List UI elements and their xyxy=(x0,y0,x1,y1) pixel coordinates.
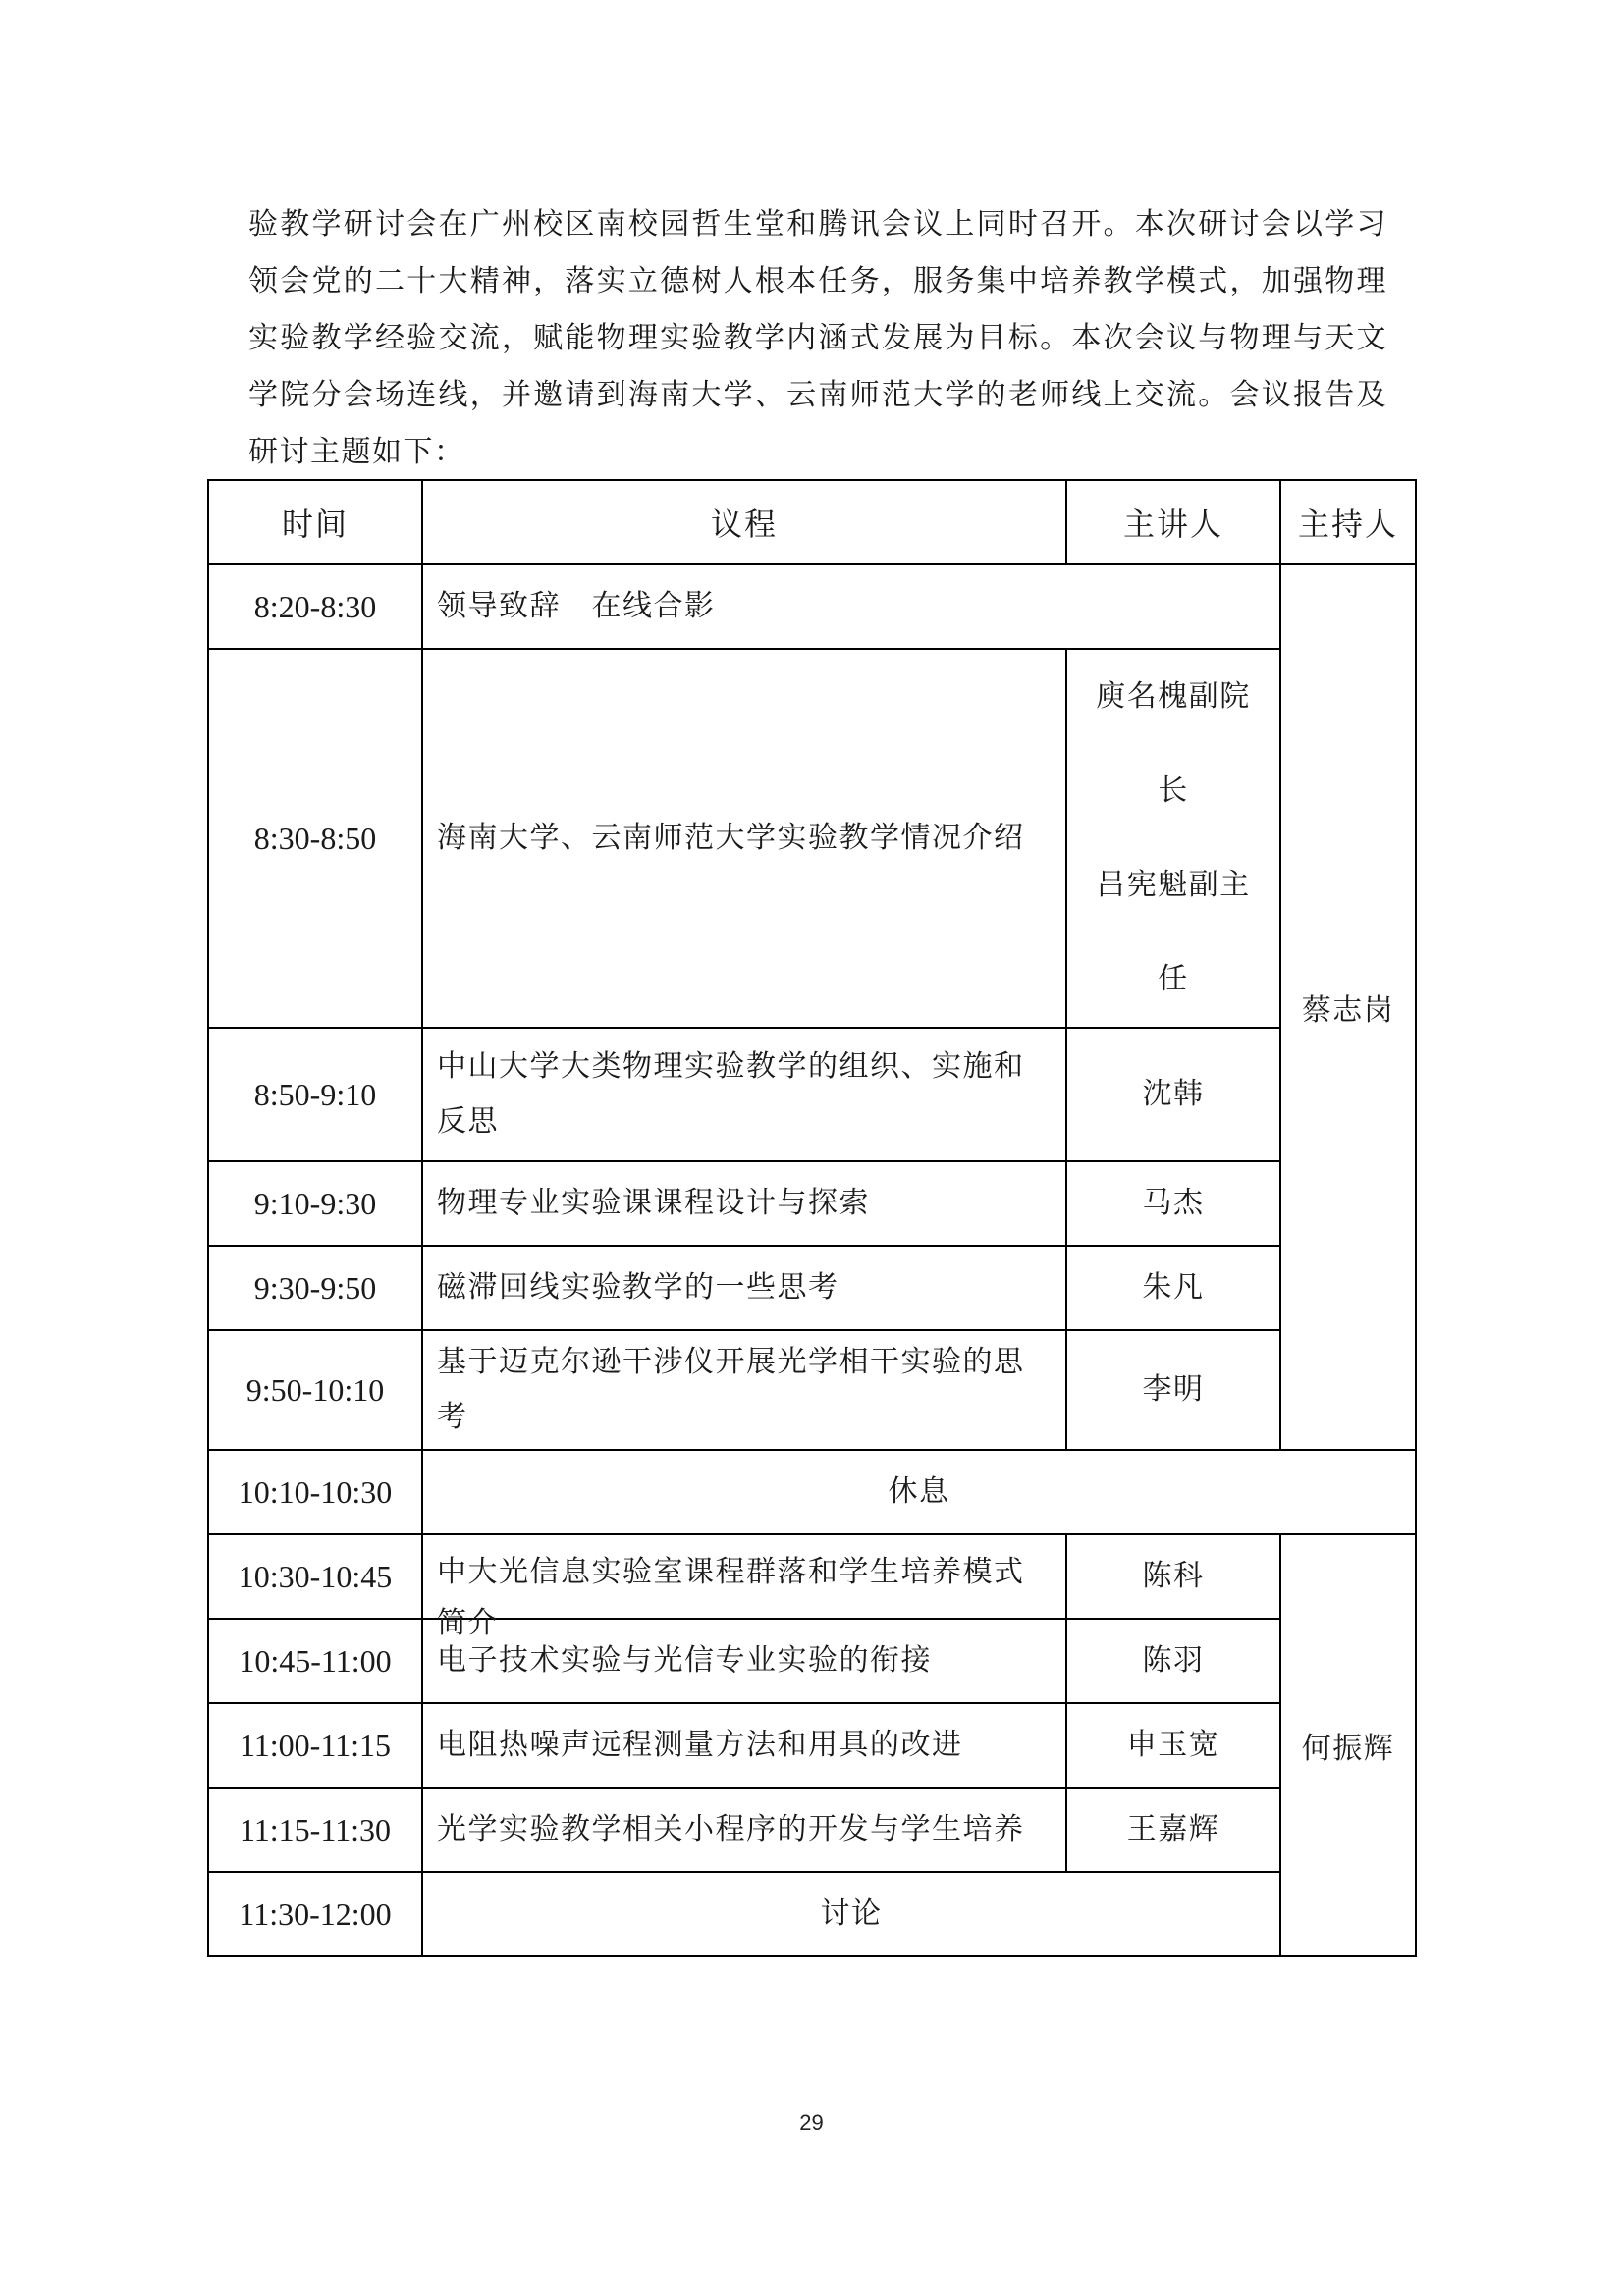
time-cell: 8:50-9:10 xyxy=(208,1028,422,1161)
table-row xyxy=(208,1619,1416,1703)
topic-cell: 海南大学、云南师范大学实验教学情况介绍 xyxy=(422,649,1066,1028)
time-cell: 10:10-10:30 xyxy=(208,1450,422,1534)
topic-cell xyxy=(422,1534,1066,1640)
speaker-cell: 李明 xyxy=(1066,1330,1280,1450)
page-number: 29 xyxy=(799,2110,824,2135)
time-cell: 11:15-11:30 xyxy=(208,1788,422,1872)
topic-cell: 电子技术实验与光信专业实验的衔接 xyxy=(422,1619,1066,1703)
speaker-cell: 陈羽 xyxy=(1066,1619,1280,1703)
host-cell: 蔡志岗 xyxy=(1280,564,1416,1450)
table-header-row xyxy=(208,480,1416,564)
speaker-cell: 马杰 xyxy=(1066,1161,1280,1246)
topic-cell: 电阻热噪声远程测量方法和用具的改进 xyxy=(422,1703,1066,1788)
time-cell: 8:30-8:50 xyxy=(208,649,422,1028)
topic-cell: 物理专业实验课课程设计与探索 xyxy=(422,1161,1066,1246)
topic-cell: 休息 xyxy=(422,1450,1416,1534)
host-cell: 何振辉 xyxy=(1280,1534,1416,1956)
table-row xyxy=(208,1330,1416,1450)
speaker-name: 庾名槐副院长 xyxy=(1096,679,1251,808)
topic-cell: 领导致辞 在线合影 xyxy=(422,564,1280,649)
topic-cell: 讨论 xyxy=(422,1872,1280,1956)
table-row xyxy=(208,649,1416,1028)
table-row xyxy=(208,1872,1416,1956)
header-host: 主持人 xyxy=(1280,480,1416,564)
time-cell: 9:10-9:30 xyxy=(208,1161,422,1246)
intro-text: 验教学研讨会在广州校区南校园哲生堂和腾讯会议上同时召开。本次研讨会以学习领会党的二十大精神，落实立德树人根本任务，服务集中培养教学模式，加强物理实验教学经验交流，赋能物理实验教学内涵式发展为目标。本次会议与物理与天文学院分会场连线，并邀请到海南大学、云南师范大学的老师线上交流。会议报告及研讨主题如下： xyxy=(248,207,1387,469)
speaker-cell: 朱凡 xyxy=(1066,1246,1280,1330)
table-row xyxy=(208,1534,1416,1619)
table-row xyxy=(208,1246,1416,1330)
table-row xyxy=(208,1161,1416,1246)
topic-cell: 磁滞回线实验教学的一些思考 xyxy=(422,1246,1066,1330)
speaker-cell: 王嘉辉 xyxy=(1066,1788,1280,1872)
speaker-cell: 沈韩 xyxy=(1066,1028,1280,1161)
speaker-name: 吕宪魁副主任 xyxy=(1096,868,1251,996)
time-cell: 10:45-11:00 xyxy=(208,1619,422,1703)
agenda-table xyxy=(207,479,1417,1957)
time-cell: 11:30-12:00 xyxy=(208,1872,422,1956)
intro-paragraph xyxy=(248,196,1387,481)
speaker-cell xyxy=(1066,649,1280,1028)
topic-cell: 中山大学大类物理实验教学的组织、实施和反思 xyxy=(422,1028,1066,1161)
table-row xyxy=(208,564,1416,649)
table-row xyxy=(208,1028,1416,1161)
time-cell: 8:20-8:30 xyxy=(208,564,422,649)
table-row xyxy=(208,1450,1416,1534)
time-cell: 10:30-10:45 xyxy=(208,1534,422,1619)
speaker-cell: 陈科 xyxy=(1066,1534,1280,1619)
topic-text: 中大光信息实验室课程群落和学生培养模式简介 xyxy=(437,1555,1025,1640)
time-cell: 11:00-11:15 xyxy=(208,1703,422,1788)
table-row xyxy=(208,1788,1416,1872)
time-cell: 9:30-9:50 xyxy=(208,1246,422,1330)
time-cell: 9:50-10:10 xyxy=(208,1330,422,1450)
header-speaker: 主讲人 xyxy=(1066,480,1280,564)
topic-cell: 基于迈克尔逊干涉仪开展光学相干实验的思考 xyxy=(422,1330,1066,1450)
table-row xyxy=(208,1703,1416,1788)
topic-cell: 光学实验教学相关小程序的开发与学生培养 xyxy=(422,1788,1066,1872)
header-topic: 议程 xyxy=(422,480,1066,564)
speaker-cell: 申玉宽 xyxy=(1066,1703,1280,1788)
header-time: 时间 xyxy=(208,480,422,564)
